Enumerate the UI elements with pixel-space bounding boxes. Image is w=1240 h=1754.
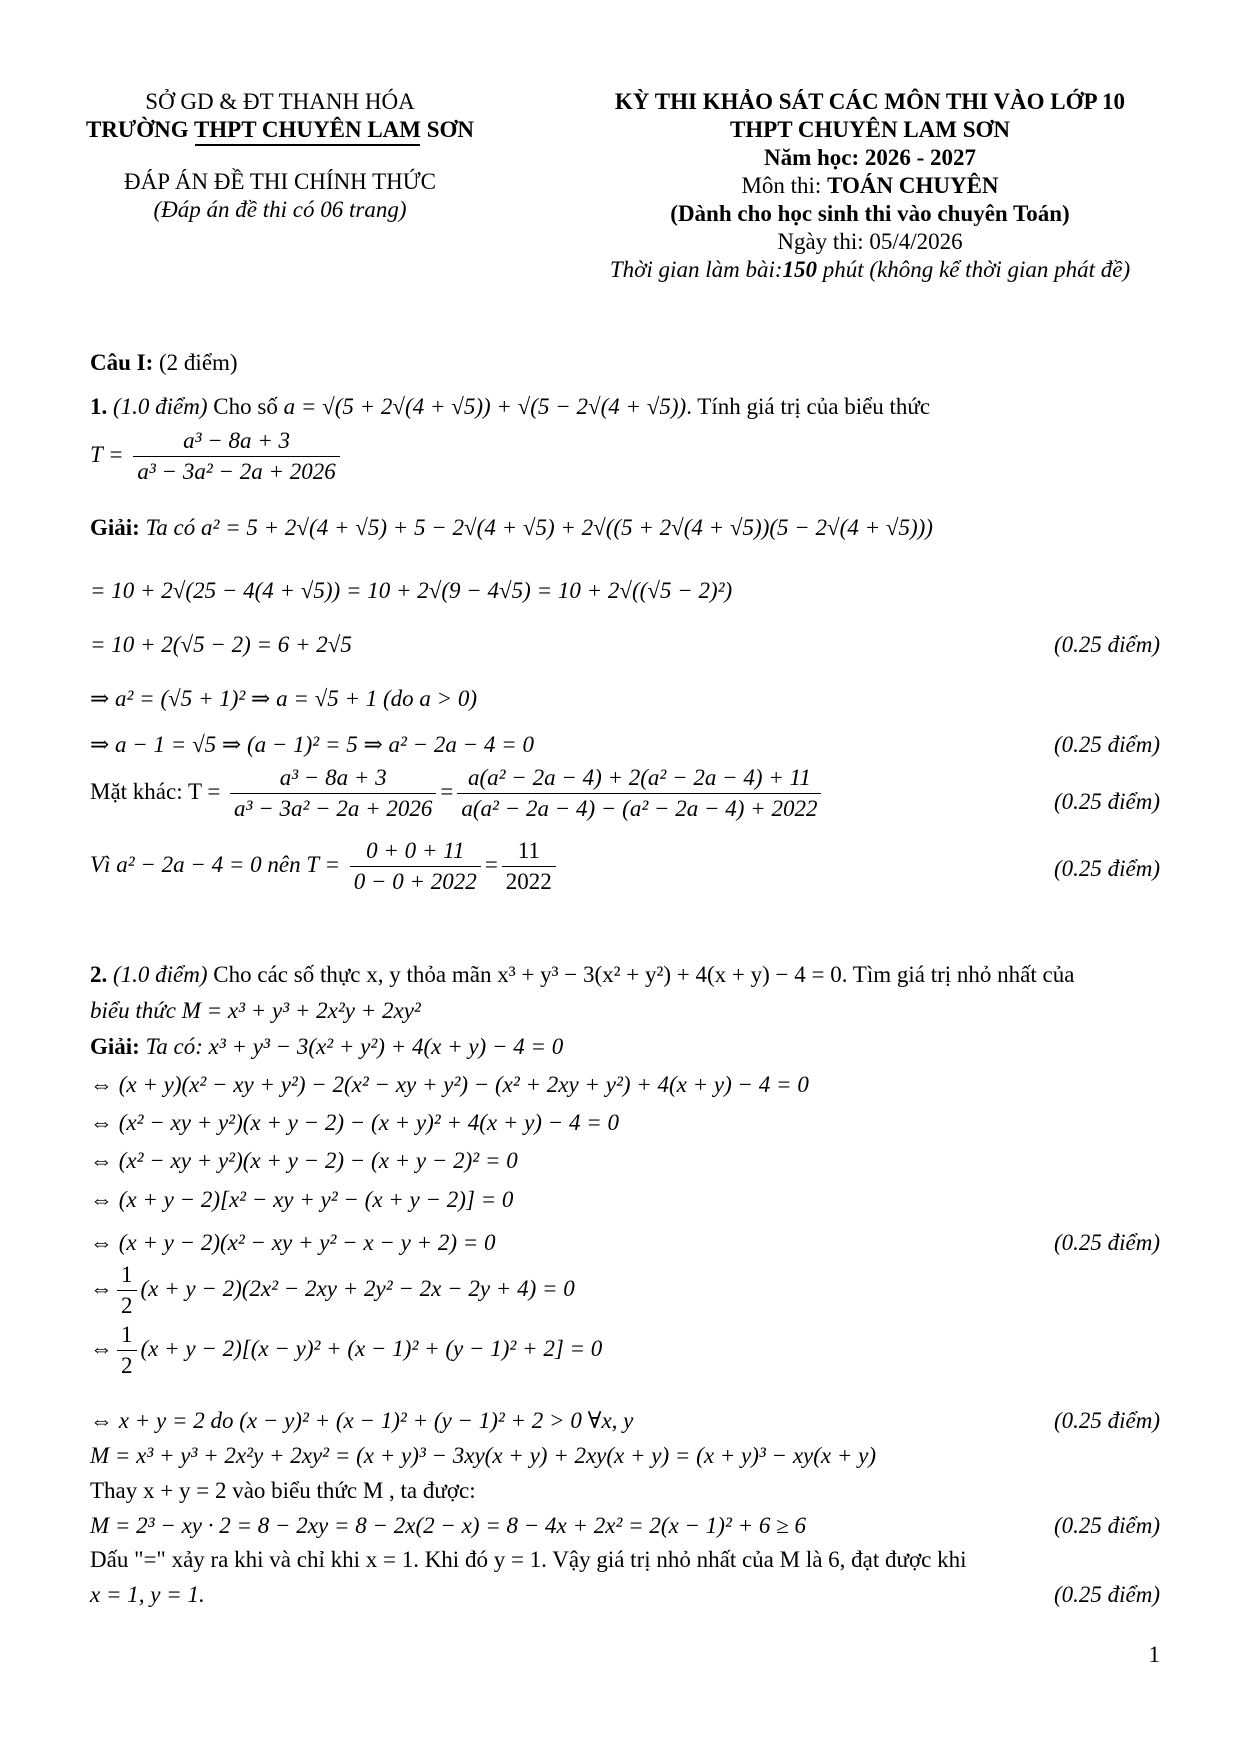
header-left	[40, 88, 520, 224]
fraction-denominator: 0 − 0 + 2022	[353, 869, 477, 894]
section-heading	[90, 350, 1160, 376]
solution-1-step-1: Ta có a² = 5 + 2√(4 + √5) + 5 − 2√(4 + √5) + 2√((5 + 2√(4 + √5))(5 − 2√(4 + √5)))	[145, 515, 933, 540]
solution-2-step-3: ⇔ (x² − xy + y²)(x + y − 2) − (x + y)² + 4(x + y) − 4 = 0	[90, 1110, 619, 1135]
equiv-symbol: ⇔	[90, 1275, 113, 1301]
solution-2-line-7	[90, 1260, 1160, 1321]
solution-2-step-8: (x + y − 2)[(x − y)² + (x − 1)² + (y − 1)² + 2] = 0	[140, 1335, 603, 1361]
solution-2-step-6: ⇔ (x + y − 2)(x² − xy + y² − x − y + 2) = 0	[90, 1230, 496, 1255]
doc-type: ĐÁP ÁN ĐỀ THI CHÍNH THỨC	[124, 169, 436, 194]
points-mark: (0.25 điểm)	[1053, 1230, 1160, 1255]
fraction-denominator: 2022	[505, 869, 552, 894]
solution-2-line-11	[90, 1478, 1160, 1504]
points-mark: (0.25 điểm)	[1053, 632, 1160, 657]
fraction-numerator: a(a² − 2a − 4) + 2(a² − 2a − 4) + 11	[457, 763, 821, 794]
points-mark: (0.25 điểm)	[1053, 732, 1160, 757]
exam-school: THPT CHUYÊN LAM SƠN	[729, 117, 1011, 142]
solution-1-line-6: Mặt khác: T = $\frac{\text{a³ − 8a + 3}}{\text{a³ − 3a² − 2a + 2026}}$ = $\frac{\text{a(a² − 2a − 4) + 2(a² − 2a − 4) + 11}}{\text{a(a² − 2a − 4) − (a² − 2a − 4) + 2022}}$ (0.25 điểm)	[90, 763, 1160, 824]
solution-label: Giải:	[90, 515, 140, 540]
problem-2-points: (1.0 điểm)	[113, 962, 208, 987]
solution-1-line-2	[90, 578, 1160, 604]
half-fraction	[117, 1260, 137, 1321]
solution-1-line-7: Vì a² − 2a − 4 = 0 nên T = $\frac{0 + 0 + 11}{0 - 0 + 2022}$ = $\frac{11}{2022}$ (0.25 điểm)	[90, 836, 1160, 897]
solution-2-step-12: M = 2³ − xy · 2 = 8 − 2xy = 8 − 2x(2 − x) = 8 − 4x + 2x² = 2(x − 1)² + 6 ≥ 6	[90, 1513, 806, 1538]
time-suffix: phút (không kể thời gian phát đề)	[817, 257, 1131, 282]
solution-1-step-3: = 10 + 2(√5 − 2) = 6 + 2√5	[90, 632, 352, 657]
points-mark: (0.25 điểm)	[1053, 789, 1160, 814]
solution-1-line-5	[90, 732, 1160, 758]
fraction-denominator: 2	[121, 1293, 133, 1318]
problem-2-number: 2.	[90, 962, 108, 987]
problem-1-number: 1.	[90, 394, 108, 419]
solution-2-line-9	[90, 1408, 1160, 1434]
section-label: Câu I:	[90, 350, 154, 375]
T-denominator: a³ − 3a² − 2a + 2026	[137, 459, 336, 484]
exam-date: Ngày thi: 05/4/2026	[777, 229, 963, 254]
points-mark: (0.25 điểm)	[1053, 856, 1160, 881]
solution-1-step-4: ⇒ a² = (√5 + 1)² ⇒ a = √5 + 1 (do a > 0)	[90, 686, 478, 711]
subject-line	[530, 172, 1210, 200]
page-number: 1	[1148, 1642, 1160, 1667]
solution-1-line-1	[90, 515, 1160, 541]
problem-1-text-2: . Tính giá trị của biểu thức	[686, 394, 931, 419]
solution-1-line-3	[90, 632, 1160, 658]
equiv-symbol: ⇔	[90, 1335, 113, 1361]
solution-2-line-2	[90, 1072, 1160, 1098]
solution-2-line-10	[90, 1443, 1160, 1469]
solution-2-step-5: ⇔ (x + y − 2)[x² − xy + y² − (x + y − 2)] = 0	[90, 1187, 514, 1212]
solution-2-line-4	[90, 1148, 1160, 1174]
T-fraction	[133, 426, 339, 487]
solution-2-line-6	[90, 1230, 1160, 1256]
T-definition	[90, 426, 1160, 487]
fraction-numerator: 0 + 0 + 11	[350, 836, 481, 867]
solution-2-step-2: ⇔ (x + y)(x² − xy + y²) − 2(x² − xy + y²) − (x² + 2xy + y²) + 4(x + y) − 4 = 0	[90, 1072, 809, 1097]
problem-2-line-2	[90, 998, 1160, 1024]
exam-title: KỲ THI KHẢO SÁT CÁC MÔN THI VÀO LỚP 10	[614, 89, 1126, 114]
problem-2-text: Cho các số thực x, y thỏa mãn x³ + y³ − 3(x² + y²) + 4(x + y) − 4 = 0. Tìm giá trị nhỏ nhất của	[213, 962, 1075, 987]
solution-2-line-12	[90, 1513, 1160, 1539]
solution-2-step-9: ⇔ x + y = 2 do (x − y)² + (x − 1)² + (y − 1)² + 2 > 0 ∀x, y	[90, 1408, 634, 1433]
fraction-denominator: a³ − 3a² − 2a + 2026	[234, 796, 433, 821]
fraction-numerator: 1	[117, 1260, 137, 1291]
fraction-denominator: a(a² − 2a − 4) − (a² − 2a − 4) + 2022	[461, 796, 818, 821]
subject-label: Môn thi:	[741, 173, 822, 198]
problem-1-expression: a = √(5 + 2√(4 + √5)) + √(5 − 2√(4 + √5))	[283, 394, 687, 419]
solution-1-step-2: = 10 + 2√(25 − 4(4 + √5)) = 10 + 2√(9 − 4√5) = 10 + 2√((√5 − 2)²)	[90, 578, 733, 603]
fraction-numerator: a³ − 8a + 3	[230, 763, 436, 794]
solution-2-step-11: Thay x + y = 2 vào biểu thức M , ta được:	[90, 1478, 476, 1503]
header-right	[530, 88, 1210, 284]
audience: (Dành cho học sinh thi vào chuyên Toán)	[670, 201, 1070, 226]
time-prefix: Thời gian làm bài:	[609, 257, 783, 282]
pages-note: (Đáp án đề thi có 06 trang)	[153, 197, 407, 222]
solution-label: Giải:	[90, 1034, 140, 1059]
problem-1	[90, 394, 1160, 420]
solution-2-step-1: Ta có: x³ + y³ − 3(x² + y²) + 4(x + y) − 4 = 0	[145, 1034, 564, 1059]
points-mark: (0.25 điểm)	[1053, 1582, 1160, 1607]
solution-2-step-7: (x + y − 2)(2x² − 2xy + 2y² − 2x − 2y + 4) = 0	[140, 1275, 575, 1301]
solution-1-line-4	[90, 686, 1160, 712]
solution-2-step-4: ⇔ (x² − xy + y²)(x + y − 2) − (x + y − 2)² = 0	[90, 1148, 518, 1173]
problem-2-text-2: biểu thức M = x³ + y³ + 2x²y + 2xy²	[90, 998, 421, 1023]
school-year: Năm học: 2026 - 2027	[763, 145, 977, 170]
fraction-numerator: 1	[117, 1320, 137, 1351]
solution-1-step-7-label: Vì a² − 2a − 4 = 0 nên T =	[90, 851, 341, 877]
points-mark: (0.25 điểm)	[1053, 1408, 1160, 1433]
half-fraction	[117, 1320, 137, 1381]
solution-2-line-13	[90, 1547, 1160, 1573]
points-mark: (0.25 điểm)	[1053, 1513, 1160, 1538]
fraction	[502, 836, 556, 897]
fraction	[457, 763, 821, 824]
solution-2-line-5	[90, 1187, 1160, 1213]
fraction-denominator: 2	[121, 1353, 133, 1378]
subject: TOÁN CHUYÊN	[827, 173, 999, 198]
T-lhs: T =	[90, 441, 124, 467]
fraction	[350, 836, 481, 897]
problem-1-text: Cho số	[213, 394, 278, 419]
school-name: TRƯỜNG THPT CHUYÊN LAM SƠN	[85, 117, 475, 142]
section-points: (2 điểm)	[159, 350, 238, 375]
time-value: 150	[782, 257, 817, 282]
solution-2-step-13: Dấu "=" xảy ra khi và chỉ khi x = 1. Khi đó y = 1. Vậy giá trị nhỏ nhất của M là 6, đạt được khi	[90, 1547, 967, 1572]
department: SỞ GD & ĐT THANH HÓA	[145, 89, 415, 114]
problem-1-points: (1.0 điểm)	[113, 394, 208, 419]
solution-2-step-10: M = x³ + y³ + 2x²y + 2xy² = (x + y)³ − 3xy(x + y) + 2xy(x + y) = (x + y)³ − xy(x + y)	[90, 1443, 876, 1468]
solution-2-line-1	[90, 1034, 1160, 1060]
solution-2-line-14	[90, 1582, 1160, 1608]
problem-2	[90, 962, 1160, 988]
solution-1-step-6-label: Mặt khác: T =	[90, 778, 221, 804]
exam-time	[530, 256, 1210, 284]
solution-2-line-8	[90, 1320, 1160, 1381]
fraction-numerator: 11	[502, 836, 556, 867]
solution-1-step-5: ⇒ a − 1 = √5 ⇒ (a − 1)² = 5 ⇒ a² − 2a − 4 = 0	[90, 732, 534, 757]
solution-2-line-3	[90, 1110, 1160, 1136]
T-numerator: a³ − 8a + 3	[133, 426, 339, 457]
solution-2-step-14: x = 1, y = 1.	[90, 1582, 205, 1607]
fraction	[230, 763, 436, 824]
